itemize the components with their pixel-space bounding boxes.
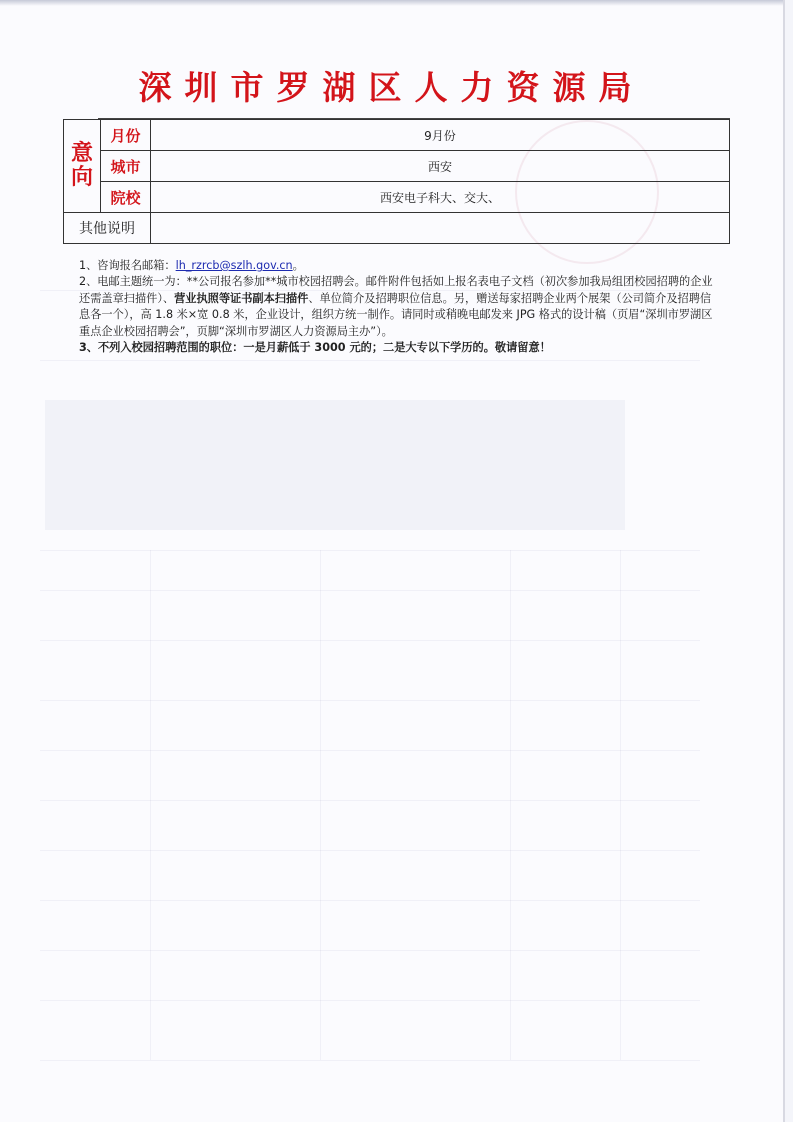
note-2-bold: 营业执照等证书副本扫描件 (174, 291, 309, 305)
note-2-text-b: 、单位简介及招聘职位信息。另，赠送每家招聘企业两个展架（公司简介及招聘信息各一个），高 1.8 米×宽 0.8 米，企业设计，组织方统一制作。请同时或稍晚电邮发来 JPG 格式的设计稿（页眉“深圳市罗湖区重点企业校园招聘会”，页脚“深圳市罗湖区人力资源局主办”）。 (79, 291, 713, 338)
note-1-prefix: 1、咨询报名邮箱： (79, 259, 176, 272)
scan-edge (0, 0, 783, 6)
city-value: 西安 (151, 151, 730, 182)
ghost-rule (40, 550, 700, 551)
school-label: 院校 (101, 182, 151, 213)
note-2-text-a: 2、电邮主题统一为：**公司报名参加**城市校园招聘会。邮件附件包括如上报名表电子文档（初次参加我局组团校园招聘的企业还需盖章扫描件）、 (79, 275, 713, 305)
city-label: 城市 (101, 151, 151, 182)
other-notes-label: 其他说明 (64, 213, 151, 244)
contact-email-link[interactable]: lh_rzrcb@szlh.gov.cn (175, 259, 293, 272)
ghost-rule (40, 750, 700, 751)
table-row (64, 213, 730, 244)
note-2 (79, 274, 719, 340)
month-label: 月份 (101, 120, 151, 151)
ghost-rule (40, 590, 700, 591)
note-3-bold: 3、不列入校园招聘范围的职位：一是月薪低于 3000 元的；二是大专以下学历的。敬请留意！ (79, 341, 551, 355)
table-row (64, 151, 730, 182)
school-value: 西安电子科大、交大、 (151, 182, 730, 213)
intent-table (63, 119, 730, 244)
notes-section (79, 258, 719, 356)
ghost-rule (40, 900, 700, 901)
note-3 (79, 340, 719, 356)
ghost-rule (40, 360, 700, 361)
ghost-rule (40, 1000, 700, 1001)
intent-group-text: 意向 (71, 141, 94, 190)
ghost-col (150, 550, 151, 1060)
note-1-suffix: 。 (292, 259, 304, 272)
ghost-rule (40, 700, 700, 701)
table-row (64, 120, 730, 151)
ghost-col (620, 550, 621, 1060)
ghost-rule (40, 850, 700, 851)
ghost-rule (40, 800, 700, 801)
ghost-rule (40, 640, 700, 641)
other-notes-value (151, 213, 730, 244)
note-1 (79, 258, 719, 274)
month-value: 9月份 (151, 120, 730, 151)
page-title: 深圳市罗湖区人力资源局 (138, 68, 645, 107)
ghost-col (510, 550, 511, 1060)
ghost-rule (40, 1060, 700, 1061)
ghost-text-block (45, 400, 625, 530)
ghost-col (320, 550, 321, 1060)
table-row (64, 182, 730, 213)
intent-group-label (64, 120, 101, 213)
ghost-rule (40, 950, 700, 951)
